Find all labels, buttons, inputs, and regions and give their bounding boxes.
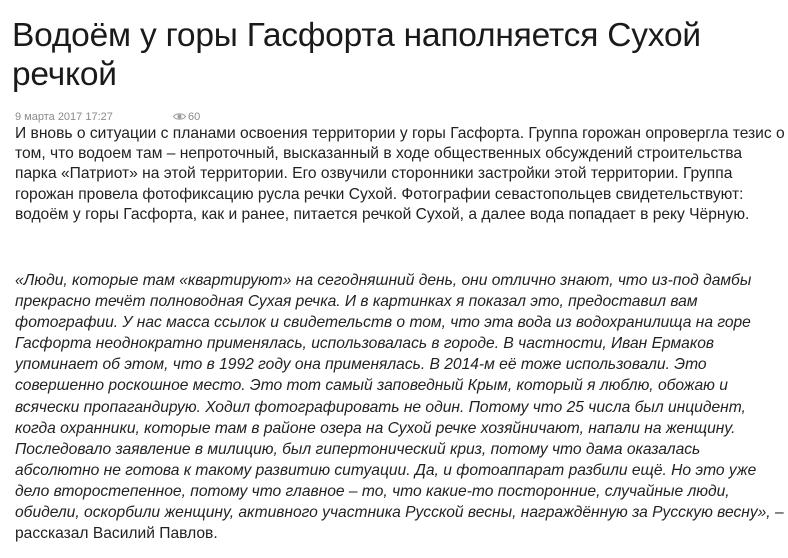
publish-date: 9 марта 2017 17:27 — [15, 111, 113, 123]
article-quote — [15, 270, 785, 544]
article-meta — [15, 110, 201, 124]
article-lead: И вновь о ситуации с планами освоения территории у горы Гасфорта. Группа горожан опровергла тезис о том, что водоем там – непроточный, высказанный в ходе общественных обсуждений строительства парка «Патриот» на этой территории. Его озвучили сторонники застройки этой территории. Группа горожан провела фотофиксацию русла речки Сухой. Фотографии севастопольцев свидетельствуют: водоём у горы Гасфорта, как и ранее, питается речкой Сухой, а далее вода попадает в реку Чёрную. — [15, 125, 785, 223]
article-title: Водоём у горы Гасфорта наполняется Сухой речкой — [12, 17, 701, 93]
quote-attribution: – рассказал Василий Павлов. — [15, 504, 784, 543]
quote-text: «Люди, которые там «квартируют» на сегодняшний день, они отлично знают, что из-под дамбы прекрасно течёт полноводная Сухая речка. И в картинках я показал это, предоставил вам фотографии. У нас масса ссылок и свидетельств о том, что эта вода из водохранилища на горе Гасфорта неоднократно применялась, использовалась в городе. В частности, Иван Ермаков упоминает об этом, что в 1992 году она применялась. В 2014-м её тоже использовали. Это совершенно роскошное место. Это тот самый заповедный Крым, который я люблю, обожаю и всячески пропагандирую. Ходил фотографировать не один. Потому что 25 числа был инцидент, когда охранники, которые там в районе озера на Сухой речке хозяйничают, напали на женщину. Последовало заявление в милицию, был гипертонический криз, потому что дама оказалась абсолютно не готова к такому развитию ситуации. Да, и фотоаппарат разбили ещё. Но это уже дело второстепенное, потому что главное – то, что какие-то посторонние, случайные люди, обидели, оскорбили женщину, активного участника Русской весны, награждённую за Русскую весну», — [15, 272, 771, 522]
view-count: 60 — [188, 111, 201, 123]
view-counter — [173, 110, 200, 124]
eye-icon — [173, 112, 186, 121]
